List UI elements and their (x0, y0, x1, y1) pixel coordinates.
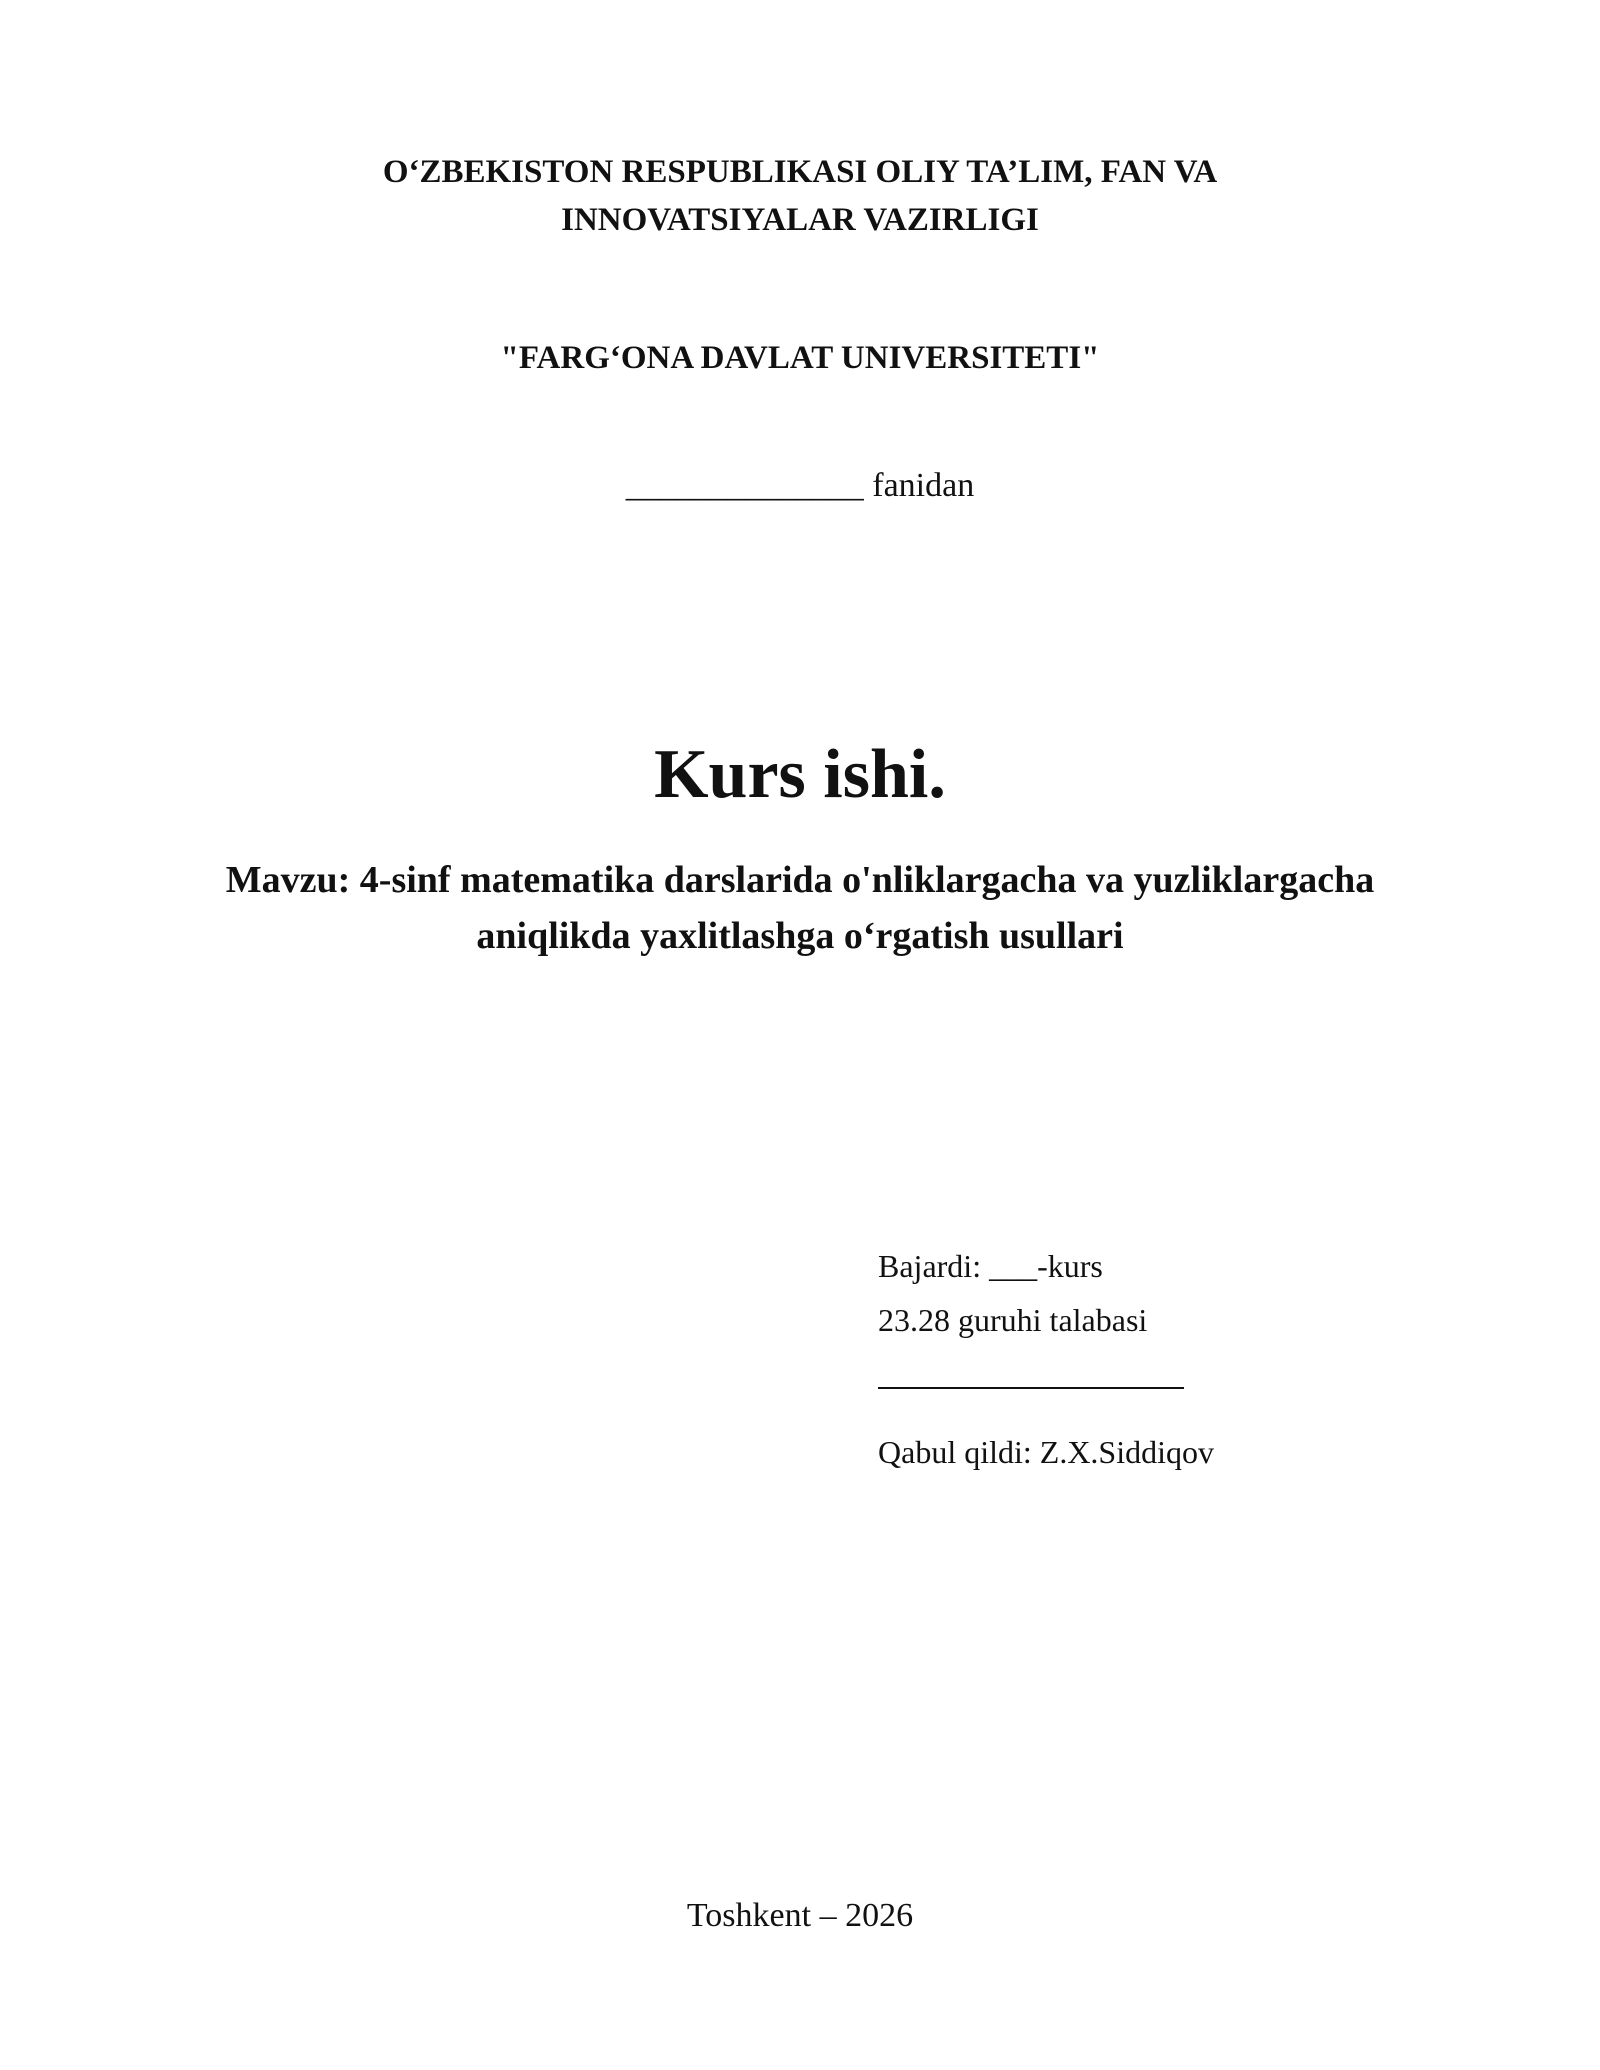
topic-line-1: Mavzu: 4-sinf matematika darslarida o'nliklargacha va yuzliklargacha (225, 859, 1375, 901)
done-by-line: Bajardi: ___-kurs (878, 1248, 1103, 1284)
ministry-line-1: O‘ZBEKISTON RESPUBLIKASI OLIY TA’LIM, FAN VA (382, 154, 1218, 190)
student-name-blank-line (878, 1387, 1184, 1389)
ministry-line-2: INNOVATSIYALAR VAZIRLIGI (561, 202, 1039, 238)
university-name: "FARG‘ONA DAVLAT UNIVERSITETI" (500, 340, 1100, 376)
student-group-line: 23.28 guruhi talabasi (878, 1302, 1148, 1338)
subject-line: ______________ fanidan (625, 467, 975, 504)
topic-line-2: aniqlikda yaxlitlashga o‘rgatish usullari (476, 915, 1124, 957)
city-year-footer: Toshkent – 2026 (686, 1897, 914, 1934)
topic-heading (0, 852, 1600, 964)
document-title: Kurs ishi. (654, 736, 946, 813)
ministry-heading (0, 148, 1600, 244)
accepted-by-line: Qabul qildi: Z.X.Siddiqov (878, 1434, 1214, 1470)
